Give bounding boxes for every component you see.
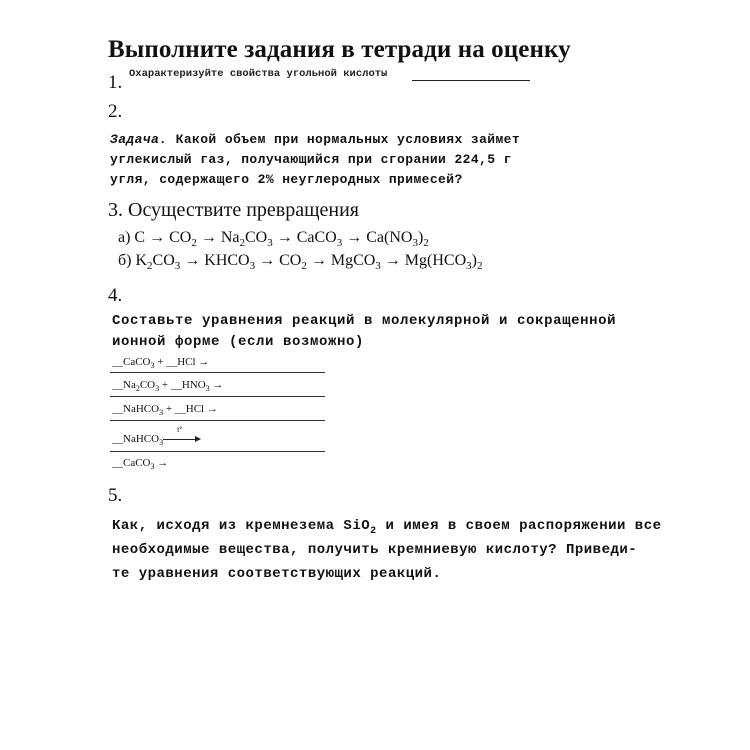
reaction-2: $\_\_Na_2CO_3$ + $\_\_HNO_3$ → — [112, 379, 224, 394]
question-5-line-1: Как, исходя из кремнезема SiO$_2$ и имея в своем распоряжении все — [112, 518, 662, 537]
question-3-heading: 3. Осуществите превращения — [108, 199, 359, 221]
answer-line — [110, 396, 325, 397]
reaction-1: __CaCO$_3$ + __HCl → — [112, 356, 210, 371]
question-5-line-2: необходимые вещества, получить кремниевую кислоту? Приведи- — [112, 542, 638, 558]
answer-line — [110, 451, 325, 452]
reaction-4: __NaHCO$_3$ t° — [112, 433, 201, 447]
page-title: Выполните задания в тетради на оценку — [108, 36, 571, 63]
question-1-number: 1. — [108, 72, 123, 93]
question-4-number: 4. — [108, 285, 123, 306]
task-line-1 — [110, 132, 520, 147]
question-5-number: 5. — [108, 485, 123, 506]
task-lead: Задача. — [110, 132, 168, 147]
transformation-chain-b: б) $K_2CO_3$ → $KHCO_3 \to CO_2$ → MgCO$_3$ → $Mg(HCO_3)_2$ — [118, 252, 483, 273]
question-2-number: 2. — [108, 101, 123, 122]
transformation-chain-a: а) $C \to CO_2 \to Na_2CO_3$ → CaCO$_3$ → $Ca(NO_3)_2$ — [118, 229, 429, 250]
reaction-5: __CaCO$_3$ → — [112, 457, 169, 472]
heat-arrow-icon — [163, 425, 201, 444]
answer-line — [110, 420, 325, 421]
task-line-3: угля, содержащего 2% неуглеродных примесей? — [110, 172, 463, 187]
answer-line — [110, 372, 325, 373]
question-1-text: Охарактеризуйте свойства угольной кислоты — [129, 68, 388, 80]
answer-blank-line — [412, 80, 530, 81]
question-5-line-3: те уравнения соответствующих реакций. — [112, 566, 442, 582]
question-4-line-2: ионной форме (если возможно) — [112, 334, 365, 350]
task-line-2: углекислый газ, получающийся при сгорании 224,5 г — [110, 152, 512, 167]
task-text: Какой объем при нормальных условиях займет — [167, 132, 521, 147]
heat-condition: t° — [177, 425, 183, 435]
reaction-3: __NaHCO$_3$ + __HCl → — [112, 403, 218, 418]
question-4-line-1: Составьте уравнения реакций в молекулярной и сокращенной — [112, 313, 617, 329]
